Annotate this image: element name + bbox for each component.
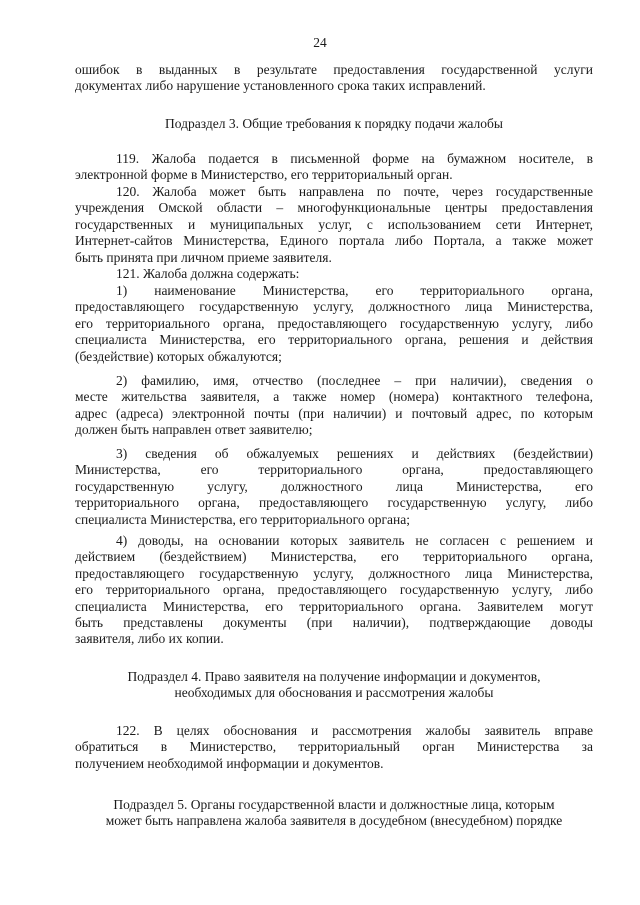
text-line: 122. В целях обоснования и рассмотрения жалобы заявитель вправе [116, 723, 593, 738]
text-line: специалиста Министерства, его территориального органа. Заявителем могут [75, 598, 593, 614]
text-line: специалиста Министерства, его территориального органа; [75, 511, 410, 527]
list-item-2 [75, 373, 593, 439]
list-item-3 [75, 446, 593, 528]
text-line: 1) наименование Министерства, его территориального органа, [116, 283, 593, 298]
paragraph-120 [75, 184, 593, 266]
text-line: действием (бездействием) Министерства, его территориального органа, [75, 549, 593, 565]
text-line: предоставляющего государственную услугу, должностного лица Министерства, [75, 565, 593, 581]
intro-paragraph [75, 62, 593, 95]
subsection-4-title [70, 669, 598, 702]
text-line: должен быть направлен ответ заявителю; [75, 422, 313, 438]
paragraph-119 [75, 151, 593, 184]
text-line: государственную услугу, должностного лица Министерства, его [75, 478, 593, 494]
text-line: 2) фамилию, имя, отчество (последнее – при наличии), сведения о [116, 373, 593, 388]
text-line: (бездействие) которых обжалуются; [75, 348, 282, 364]
list-item-1 [75, 283, 593, 365]
text-line: 3) сведения об обжалуемых решениях и действиях (бездействии) [116, 446, 593, 461]
text-line: месте жительства заявителя, а также номер (номера) контактного телефона, [75, 389, 593, 405]
text-line: адрес (адреса) электронной почты (при наличии) и почтовый адрес, по которым [75, 405, 593, 421]
text-line: ошибок в выданных в результате предоставления государственной услуги [75, 62, 593, 77]
text-line: специалиста Министерства, его территориального органа, решения и действия [75, 332, 593, 348]
text-line: территориального органа, предоставляющего государственную услугу, либо [75, 495, 593, 511]
list-item-4 [75, 533, 593, 648]
text-line: предоставляющего государственную услугу, должностного лица Министерства, [75, 299, 593, 315]
text-line: Подраздел 4. Право заявителя на получение информации и документов, [127, 669, 541, 684]
text-line: быть представлены документы (при наличии), подтверждающие доводы [75, 615, 593, 631]
text-line: учреждения Омской области – многофункциональные центры предоставления [75, 200, 593, 216]
text-line: 4) доводы, на основании которых заявитель не согласен с решением и [116, 533, 593, 548]
text-line: электронной форме в Министерство, его территориальный орган. [75, 167, 453, 183]
text-line: 119. Жалоба подается в письменной форме на бумажном носителе, в [116, 151, 593, 166]
text-line: 120. Жалоба может быть направлена по почте, через государственные [116, 184, 593, 199]
text-line: необходимых для обоснования и рассмотрения жалобы [174, 685, 494, 701]
text-line: Министерства, его территориального органа, предоставляющего [75, 462, 593, 478]
text-line: быть принята при личном приеме заявителя. [75, 249, 332, 265]
text-line: получением необходимой информации и документов. [75, 755, 384, 771]
paragraph-121 [75, 266, 593, 282]
text-line: государственных и муниципальных услуг, с использованием сети Интернет, [75, 216, 593, 232]
subsection-3-title: Подраздел 3. Общие требования к порядку подачи жалобы [165, 116, 503, 131]
text-line: 121. Жалоба должна содержать: [116, 266, 300, 281]
text-line: документах либо нарушение установленного срока таких исправлений. [75, 78, 486, 94]
text-line: может быть направлена жалоба заявителя в досудебном (внесудебном) порядке [105, 813, 563, 829]
text-line: его территориального органа, предоставляющего государственную услугу, либо [75, 315, 593, 331]
text-line: Интернет-сайтов Министерства, Единого портала либо Портала, а также может [75, 233, 593, 249]
text-line: заявителя, либо их копии. [75, 631, 224, 647]
subsection-5-title [62, 797, 606, 830]
paragraph-122 [75, 723, 593, 772]
text-line: его территориального органа, предоставляющего государственную услугу, либо [75, 582, 593, 598]
text-line: обратиться в Министерство, территориальный орган Министерства за [75, 739, 593, 755]
text-line: Подраздел 5. Органы государственной власти и должностные лица, которым [113, 797, 555, 812]
page-number: 24 [313, 35, 327, 50]
